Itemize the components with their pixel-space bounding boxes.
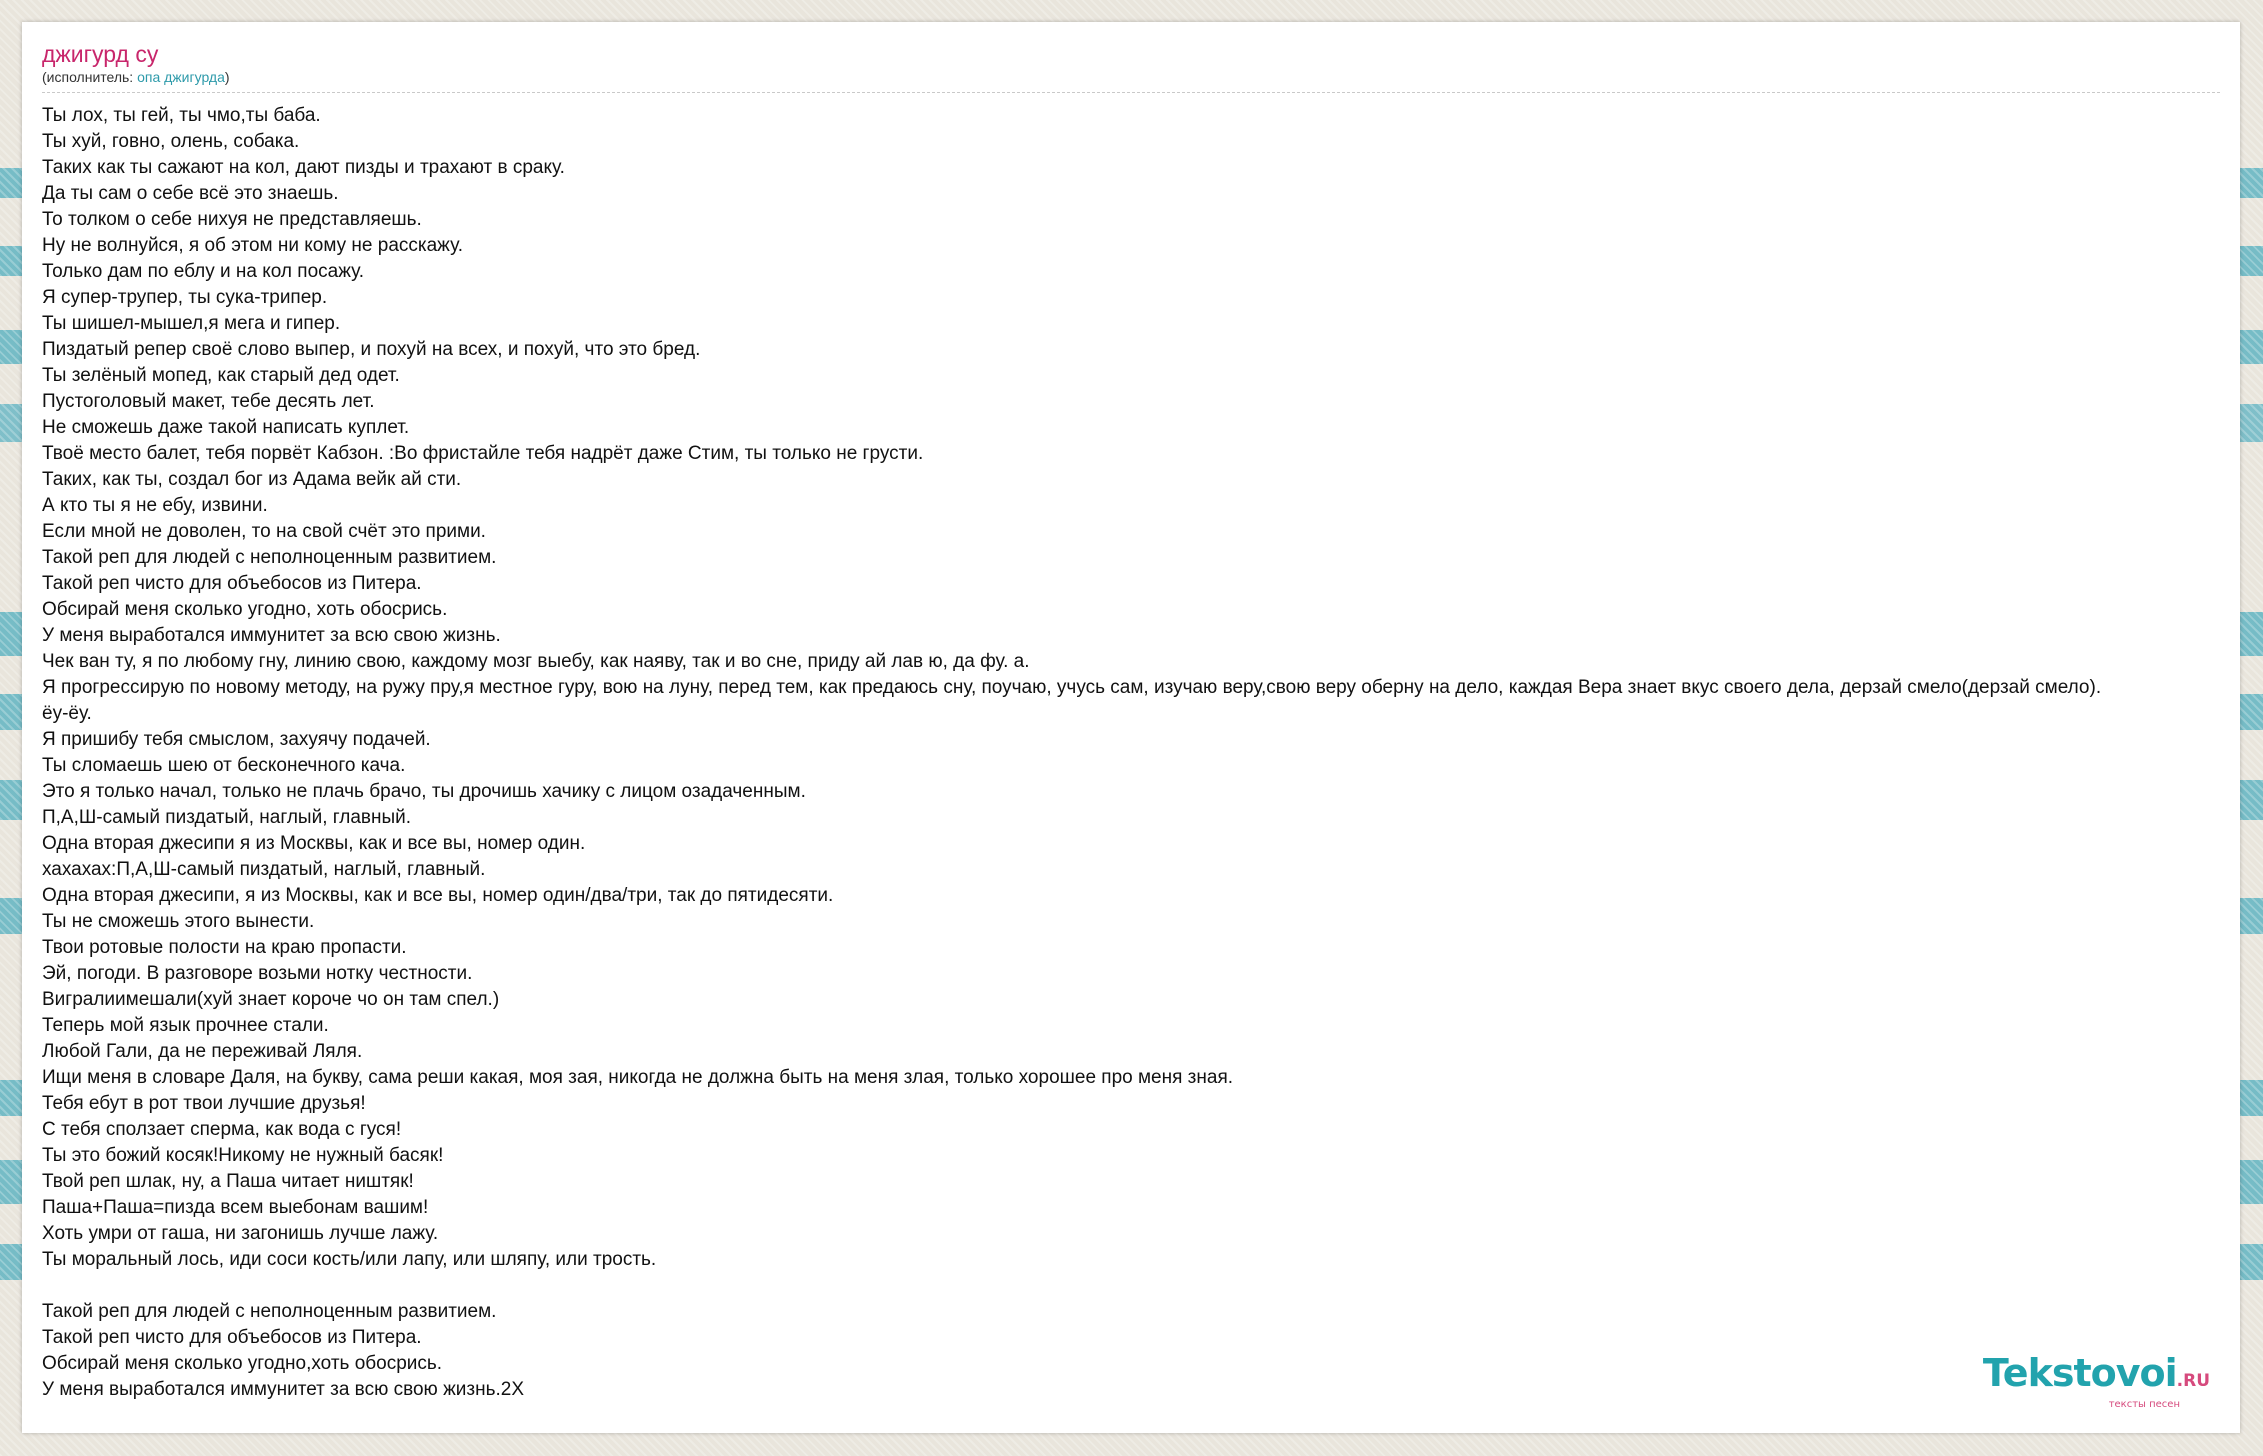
- lyric-line: Теперь мой язык прочнее стали.: [42, 1015, 329, 1036]
- lyric-line: П,А,Ш-самый пиздатый, наглый, главный.: [42, 807, 412, 828]
- lyric-line: Ты хуй, говно, олень, собака.: [42, 131, 300, 152]
- lyric-line: Я прогрессирую по новому методу, на ружу пру,я местное гуру, вою на луну, перед тем, как предаюсь сну, поучаю, учусь сам, изучаю веру,свою веру оберну на дело, каждая Вера знает вкус своего дела, дерзай смело(дерзай смело).: [42, 677, 2102, 698]
- lyric-line: Одна вторая джесипи я из Москвы, как и все вы, номер один.: [42, 833, 586, 854]
- lyric-line: Такой реп чисто для объебосов из Питера.: [42, 573, 422, 594]
- lyric-line: Ты моральный лось, иди соси кость/или лапу, или шляпу, или трость.: [42, 1249, 657, 1270]
- lyric-line: Пустоголовый макет, тебе десять лет.: [42, 391, 375, 412]
- lyric-line: Паша+Паша=пизда всем выебонам вашим!: [42, 1197, 429, 1218]
- lyric-line: У меня выработался иммунитет за всю свою жизнь.: [42, 625, 501, 646]
- lyric-line: Одна вторая джесипи, я из Москвы, как и все вы, номер один/два/три, так до пятидесяти.: [42, 885, 834, 906]
- performer-link[interactable]: опа джигурда: [137, 69, 225, 85]
- lyric-line: Я пришибу тебя смыслом, захуячу подачей.: [42, 729, 431, 750]
- lyric-line: Ты не сможешь этого вынести.: [42, 911, 315, 932]
- lyric-line: Это я только начал, только не плачь брачо, ты дрочишь хачику с лицом озадаченным.: [42, 781, 806, 802]
- logo-main-text: Tekstovoi: [1982, 1351, 2177, 1395]
- lyric-line: Твоё место балет, тебя порвёт Кабзон. :Во фристайле тебя надрёт даже Стим, ты только не грусти.: [42, 443, 924, 464]
- lyric-line: Ты это божий косяк!Никому не нужный басяк!: [42, 1145, 444, 1166]
- lyric-line: Таких как ты сажают на кол, дают пизды и трахают в сраку.: [42, 157, 565, 178]
- lyric-line: Такой реп для людей с неполноценным развитием.: [42, 1301, 497, 1322]
- lyric-line: Такой реп для людей с неполноценным развитием.: [42, 547, 497, 568]
- site-logo[interactable]: [1983, 1353, 2210, 1411]
- logo-subtitle: тексты песен: [2108, 1399, 2180, 1410]
- lyric-line: Ищи меня в словаре Даля, на букву, сама реши какая, моя зая, никогда не должна быть на меня злая, только хорошее про меня зная.: [42, 1067, 1234, 1088]
- lyric-line: У меня выработался иммунитет за всю свою жизнь.2Х: [42, 1379, 525, 1400]
- lyric-line: Твои ротовые полости на краю пропасти.: [42, 937, 407, 958]
- lyric-line: Такой реп чисто для объебосов из Питера.: [42, 1327, 422, 1348]
- lyric-line: Пиздатый репер своё слово выпер, и похуй на всех, и похуй, что это бред.: [42, 339, 701, 360]
- lyric-line: ёу-ёу.: [42, 703, 92, 724]
- performer-suffix: ): [224, 69, 230, 85]
- lyric-line: Тебя ебут в рот твои лучшие друзья!: [42, 1093, 366, 1114]
- lyric-line: Эй, погоди. В разговоре возьми нотку честности.: [42, 963, 473, 984]
- lyric-line: С тебя сползает сперма, как вода с гуся!: [42, 1119, 402, 1140]
- lyric-line: Да ты сам о себе всё это знаешь.: [42, 183, 339, 204]
- lyrics-card: [22, 22, 2240, 1433]
- song-title: джигурд су: [42, 41, 159, 67]
- lyric-line: Ты сломаешь шею от бесконечного кача.: [42, 755, 406, 776]
- lyric-line: Ну не волнуйся, я об этом ни кому не расскажу.: [42, 235, 463, 256]
- lyric-line: Только дам по еблу и на кол посажу.: [42, 261, 364, 282]
- lyric-line: А кто ты я не ебу, извини.: [42, 495, 268, 516]
- lyric-line: Ты зелёный мопед, как старый дед одет.: [42, 365, 400, 386]
- lyrics-text: [42, 103, 2220, 1403]
- performer-line: [42, 68, 2220, 93]
- lyric-line: Твой реп шлак, ну, а Паша читает ништяк!: [42, 1171, 414, 1192]
- lyric-line: Чек ван ту, я по любому гну, линию свою, каждому мозг выебу, как наяву, так и во сне, приду ай лав ю, да фу. а.: [42, 651, 1030, 672]
- lyric-line: Не сможешь даже такой написать куплет.: [42, 417, 410, 438]
- lyric-line: хахахах:П,А,Ш-самый пиздатый, наглый, главный.: [42, 859, 486, 880]
- lyric-line: [42, 1273, 2220, 1299]
- lyric-line: Ты лох, ты гей, ты чмо,ты баба.: [42, 105, 321, 126]
- lyric-line: Я супер-трупер, ты сука-трипер.: [42, 287, 328, 308]
- lyric-line: Таких, как ты, создал бог из Адама вейк ай сти.: [42, 469, 462, 490]
- lyric-line: Любой Гали, да не переживай Ляля.: [42, 1041, 363, 1062]
- lyric-line: Если мной не доволен, то на свой счёт это прими.: [42, 521, 486, 542]
- lyric-line: То толком о себе нихуя не представляешь.: [42, 209, 422, 230]
- lyric-line: Вигралиимешали(хуй знает короче чо он там спел.): [42, 989, 500, 1010]
- lyric-line: Хоть умри от гаша, ни загонишь лучше лажу.: [42, 1223, 439, 1244]
- lyric-line: Обсирай меня сколько угодно,хоть обосрись.: [42, 1353, 443, 1374]
- lyric-line: Обсирай меня сколько угодно, хоть обосрись.: [42, 599, 448, 620]
- logo-wordmark: [1983, 1353, 2210, 1401]
- lyric-line: Ты шишел-мышел,я мега и гипер.: [42, 313, 341, 334]
- performer-prefix: (исполнитель:: [42, 69, 138, 85]
- logo-tld: .RU: [2176, 1371, 2210, 1391]
